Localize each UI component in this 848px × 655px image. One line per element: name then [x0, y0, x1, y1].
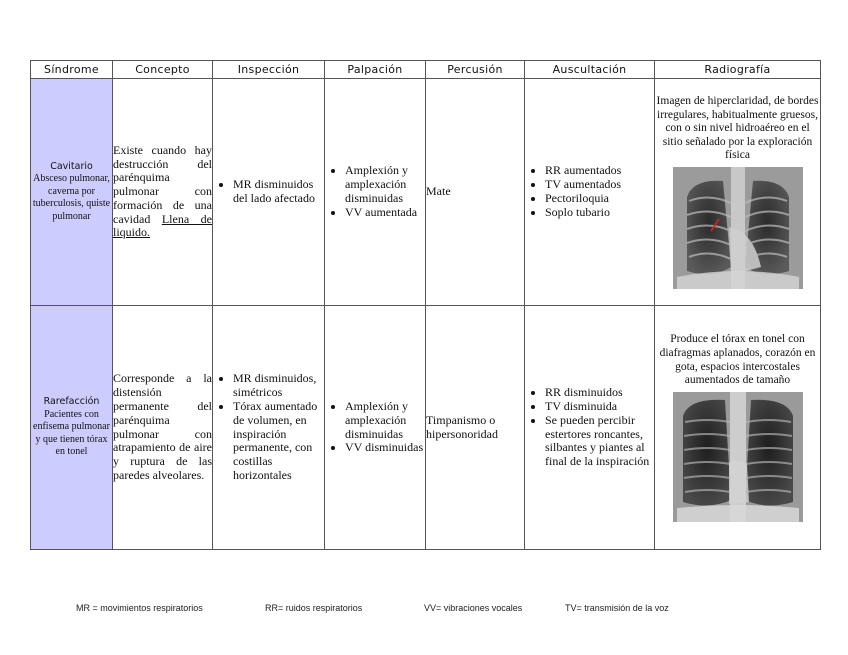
inspection-list [213, 372, 324, 482]
syndrome-cell [31, 79, 113, 306]
inspection-cell [213, 306, 325, 550]
list-item: • MR disminuidos, simétricos [233, 372, 324, 400]
chest-xray-image [673, 392, 803, 522]
footnote-tv: TV= transmisión de la voz [565, 603, 669, 613]
palpation-list [325, 400, 425, 455]
syndromes-table [30, 60, 821, 550]
concept-cell: Corresponde a la distensión permanente del parénquima pulmonar con atrapamiento de aire y ruptura de las paredes alveolares. [113, 306, 213, 550]
header-percussion: Percusión [426, 61, 525, 79]
concept-text: Existe cuando hay destrucción del parénquima pulmonar con formación de una cavidad [113, 142, 212, 226]
radiography-text: Imagen de hiperclaridad, de bordes irregulares, habitualmente gruesos, con o sin nivel hidroaéreo en el sitio señalado por la exploración física [656, 95, 819, 162]
header-auscultation: Auscultación [525, 61, 655, 79]
concept-cell [113, 79, 213, 306]
radiography-cell [655, 79, 821, 306]
header-palpation: Palpación [325, 61, 426, 79]
list-item: • TV aumentados [545, 178, 654, 192]
table-row [31, 306, 821, 550]
table-row [31, 79, 821, 306]
auscultation-list [525, 164, 654, 219]
header-syndrome: Síndrome [31, 61, 113, 79]
inspection-list [213, 178, 324, 206]
syndrome-name: Cavitario [50, 160, 93, 172]
auscultation-cell [525, 79, 655, 306]
list-item: • Amplexión y amplexación disminuidas [345, 400, 425, 441]
percussion-cell: Timpanismo o hipersonoridad [426, 306, 525, 550]
footnote-mr: MR = movimientos respiratorios [76, 603, 203, 613]
list-item: • VV disminuidas [345, 441, 425, 455]
syndrome-description: Absceso pulmonar, caverna por tuberculosis, quiste pulmonar [32, 173, 111, 222]
list-item: • Soplo tubario [545, 206, 654, 220]
list-item: • Tórax aumentado de volumen, en inspiración permanente, con costillas horizontales [233, 400, 324, 483]
header-row [31, 61, 821, 79]
chest-xray-image [673, 167, 803, 289]
palpation-cell [325, 79, 426, 306]
syndrome-description: Pacientes con enfisema pulmonar y que tienen tórax en tonel [33, 408, 110, 458]
list-item: • RR disminuidos [545, 386, 654, 400]
radiography-text: Produce el tórax en tonel con diafragmas aplanados, corazón en gota, espacios intercostales aumentados de tamaño [659, 333, 816, 387]
syndrome-cell [31, 306, 113, 550]
percussion-cell: Mate [426, 79, 525, 306]
header-radiography: Radiografía [655, 61, 821, 79]
list-item: • TV disminuida [545, 400, 654, 414]
auscultation-cell [525, 306, 655, 550]
header-inspection: Inspección [213, 61, 325, 79]
list-item: • Amplexión y amplexación disminuidas [345, 164, 425, 205]
footnote-rr: RR= ruidos respiratorios [265, 603, 363, 613]
list-item: • VV aumentada [345, 206, 425, 220]
footnote-vv: VV= vibraciones vocales [424, 603, 523, 613]
syndrome-name: Rarefacción [43, 396, 100, 408]
list-item: • MR disminuidos del lado afectado [233, 178, 324, 206]
auscultation-list [525, 386, 654, 469]
palpation-cell [325, 306, 426, 550]
concept-underlined-text: Llena de liquido. [113, 211, 212, 240]
header-concept: Concepto [113, 61, 213, 79]
list-item: • Pectoriloquia [545, 192, 654, 206]
inspection-cell [213, 79, 325, 306]
palpation-list [325, 164, 425, 219]
list-item: • Se pueden percibir estertores roncantes, silbantes y piantes al final de la inspiración [545, 414, 654, 469]
radiography-cell [655, 306, 821, 550]
abbreviations-footer [0, 603, 848, 619]
list-item: • RR aumentados [545, 164, 654, 178]
